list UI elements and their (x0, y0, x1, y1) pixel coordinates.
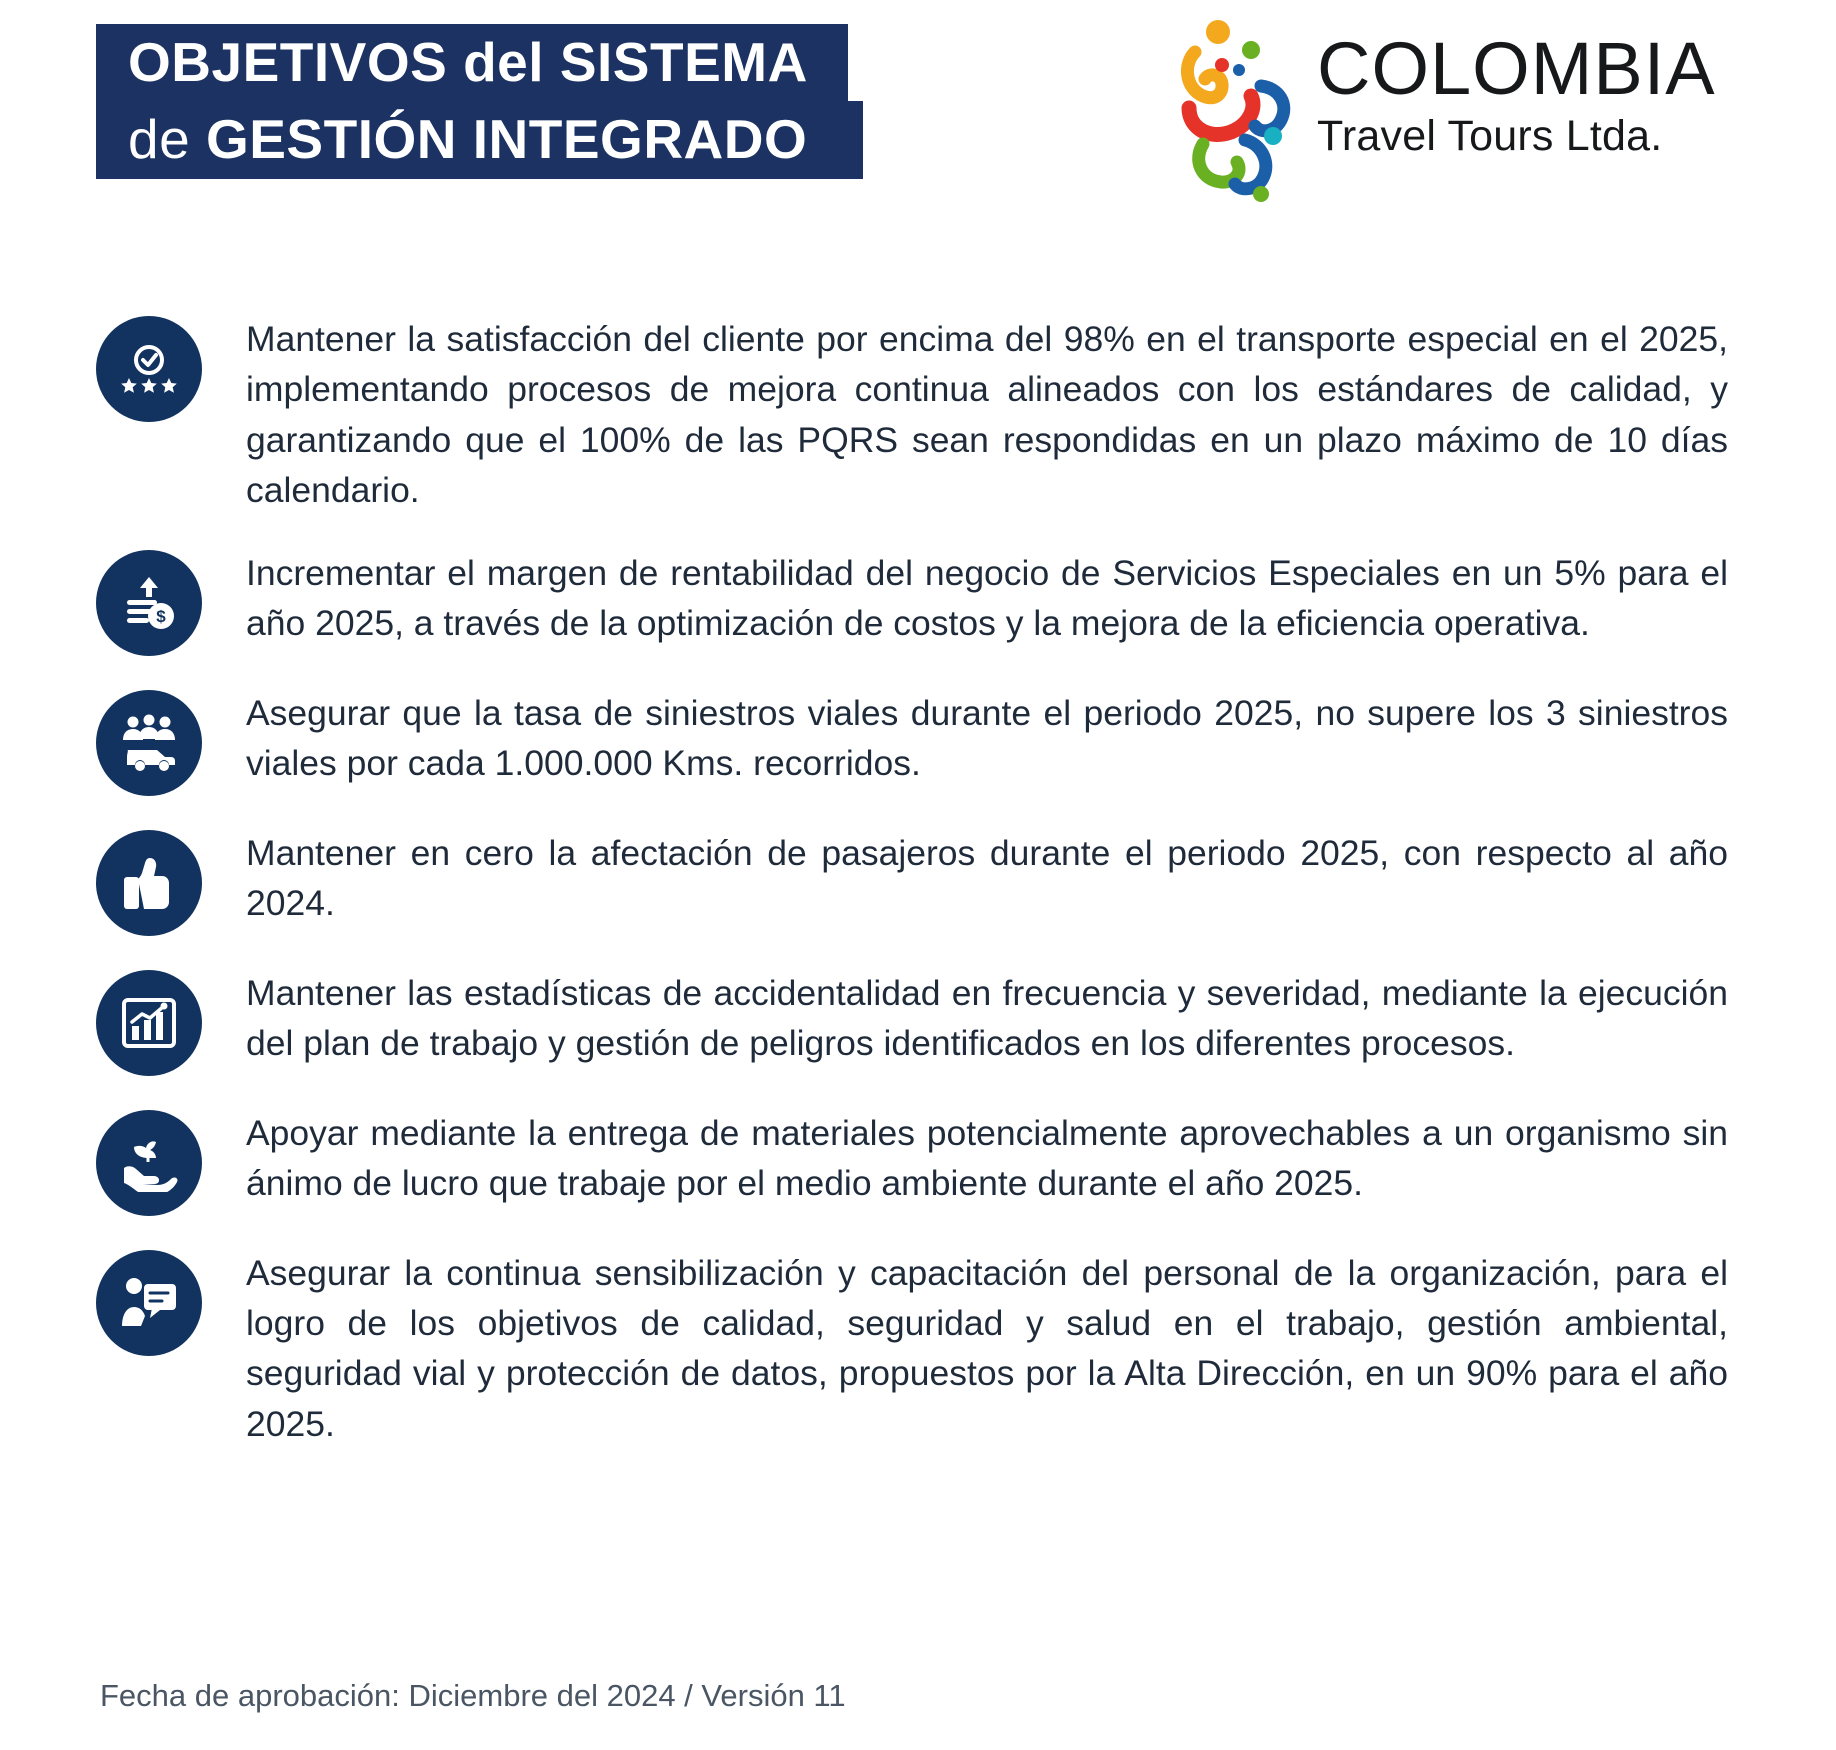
objective-text: Mantener las estadísticas de accidentalidad en frecuencia y severidad, mediante la ejecución del plan de trabajo y gestión de peligros identificados en los diferentes procesos. (246, 972, 1728, 1064)
objective-item (96, 684, 1728, 796)
bar-chart-trend-icon (96, 970, 202, 1076)
title-line-2-strong: GESTIÓN INTEGRADO (205, 108, 808, 171)
thumbs-up-icon (96, 830, 202, 936)
logo-wordmark (1317, 27, 1777, 161)
objective-text: Asegurar que la tasa de siniestros viales durante el periodo 2025, no supere los 3 siniestros viales por cada 1.000.000 Kms. recorridos. (246, 692, 1728, 784)
title-line-2 (96, 101, 863, 178)
page-title (96, 24, 1076, 179)
objective-item (96, 824, 1728, 936)
objective-text: Mantener en cero la afectación de pasajeros durante el periodo 2025, con respecto al año 2024. (246, 832, 1728, 924)
logo-sub-text: Travel Tours Ltda. (1317, 112, 1663, 160)
objective-text: Mantener la satisfacción del cliente por encima del 98% en el transporte especial en el 2025, implementando procesos de mejora continua alineados con los estándares de calidad, y garantizando que el 100% de las PQRS sean respondidas en un plazo máximo de 10 días calendario. (246, 319, 1728, 511)
objective-item (96, 1244, 1728, 1450)
objective-item (96, 964, 1728, 1076)
objective-item (96, 544, 1728, 656)
passengers-vehicle-icon (96, 690, 202, 796)
logo-brand-text: COLOMBIA (1317, 27, 1716, 110)
quality-badge-stars-icon (96, 316, 202, 422)
money-growth-icon (96, 550, 202, 656)
objective-text: Asegurar la continua sensibilización y capacitación del personal de la organización, para el logro de los objetivos de calidad, seguridad y salud en el trabajo, gestión ambiental, seguridad vial y protección de datos, propuestos por la Alta Dirección, en un 90% para el año 2025. (246, 1252, 1728, 1444)
training-presentation-icon (96, 1250, 202, 1356)
hand-plant-environment-icon (96, 1110, 202, 1216)
objective-text: Apoyar mediante la entrega de materiales potencialmente aprovechables a un organismo sin ánimo de lucro que trabaje por el medio ambiente durante el año 2025. (246, 1112, 1728, 1204)
objective-item (96, 1104, 1728, 1216)
colombia-country-brand-logo-icon (1165, 16, 1315, 206)
company-logo (1165, 10, 1785, 210)
approval-date-footer: Fecha de aprobación: Diciembre del 2024 / Versión 11 (100, 1678, 846, 1713)
title-line-2-prefix: de (128, 108, 206, 171)
objective-text: Incrementar el margen de rentabilidad del negocio de Servicios Especiales en un 5% para el año 2025, a través de la optimización de costos y la mejora de la eficiencia operativa. (246, 552, 1728, 644)
svg-text:$: $ (156, 606, 166, 626)
objective-item (96, 310, 1728, 516)
objectives-list (0, 310, 1836, 1449)
title-line-1: OBJETIVOS del SISTEMA (96, 24, 848, 101)
document-header (0, 0, 1836, 240)
